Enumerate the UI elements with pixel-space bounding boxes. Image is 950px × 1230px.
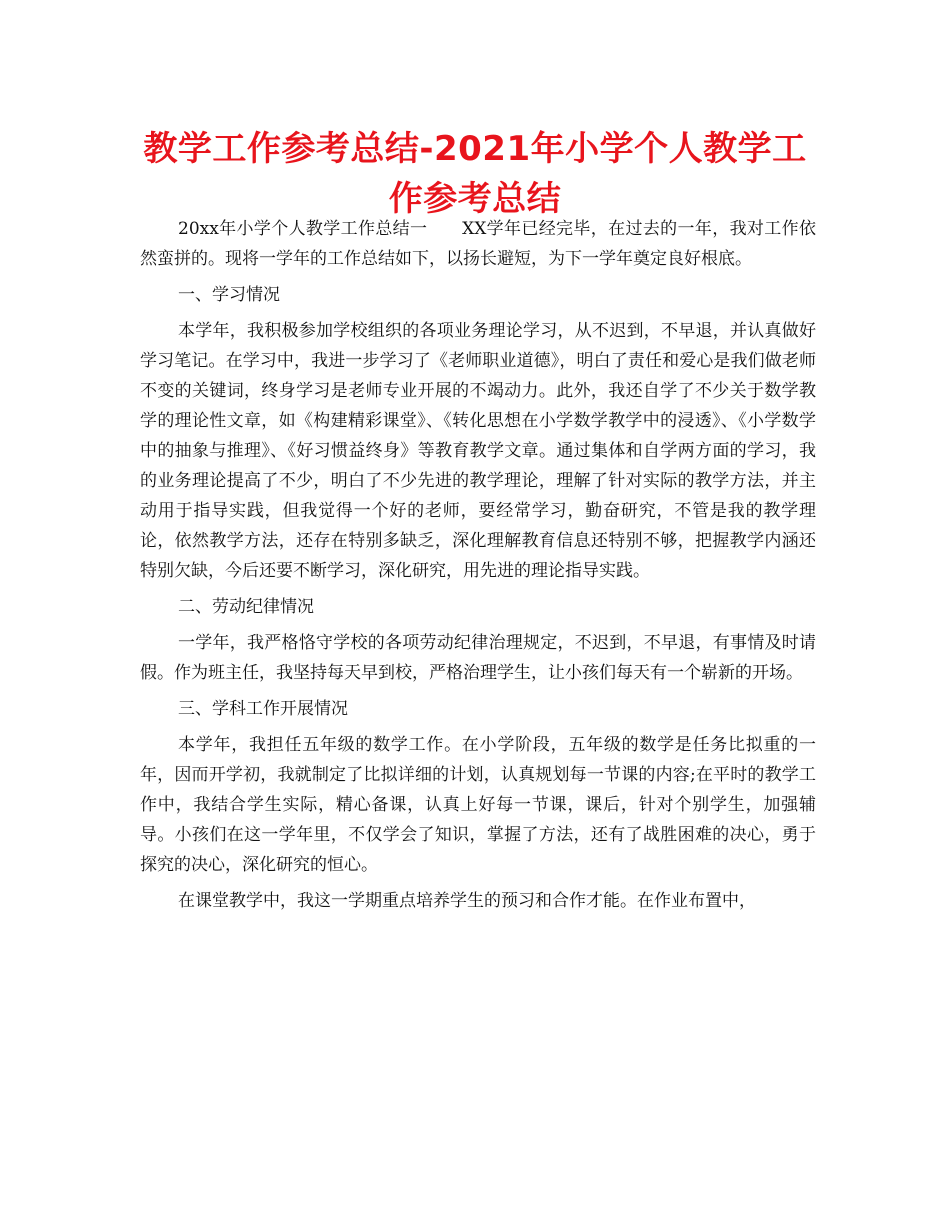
section-heading-subject-work: 三、学科工作开展情况 (178, 699, 348, 719)
paragraph-intro: 20xx年小学个人教学工作总结一 XX学年已经完毕，在过去的一年，我对工作依然蛮拼的。现将一学年的工作总结如下，以扬长避短，为下一学年奠定良好根底。 (140, 219, 816, 269)
document-title: 教学工作参考总结-2021年小学个人教学工作参考总结 (143, 129, 807, 219)
paragraph-study: 本学年，我积极参加学校组织的各项业务理论学习，从不迟到，不早退，并认真做好学习笔记。在学习中，我进一步学习了《老师职业道德》，明白了责任和爱心是我们做老师不变的关键词，终身学习是老师专业开展的不竭动力。此外，我还自学了不少关于数学教学的理论性文章，如《构建精彩课堂》、《转化思想在小学数学教学中的浸透》、《小学数学中的抽象与推理》、《好习惯益终身》等教育教学文章。通过集体和自学两方面的学习，我的业务理论提高了不少，明白了不少先进的教学理论，理解了针对实际的教学方法，并主动用于指导实践，但我觉得一个好的老师，要经常学习，勤奋研究，不管是我的教学理论，依然教学方法，还存在特别多缺乏，深化理解教育信息还特别不够，把握教学内涵还特别欠缺，今后还要不断学习，深化研究，用先进的理论指导实践。 (140, 321, 816, 581)
paragraph-discipline: 一学年，我严格恪守学校的各项劳动纪律治理规定，不迟到，不早退，有事情及时请假。作为班主任，我坚持每天早到校，严格治理学生，让小孩们每天有一个崭新的开场。 (140, 633, 816, 683)
paragraph-classroom: 在课堂教学中，我这一学期重点培养学生的预习和合作才能。在作业布置中， (178, 891, 756, 911)
paragraph-subject-work: 本学年，我担任五年级的数学工作。在小学阶段，五年级的数学是任务比拟重的一年，因而开学初，我就制定了比拟详细的计划，认真规划每一节课的内容;在平时的教学工作中，我结合学生实际，精心备课，认真上好每一节课，课后，针对个别学生，加强辅导。小孩们在这一学年里，不仅学会了知识，掌握了方法，还有了战胜困难的决心，勇于探究的决心，深化研究的恒心。 (140, 735, 816, 875)
section-heading-discipline: 二、劳动纪律情况 (178, 597, 314, 617)
section-heading-study: 一、学习情况 (178, 285, 280, 305)
document-body (140, 214, 816, 922)
